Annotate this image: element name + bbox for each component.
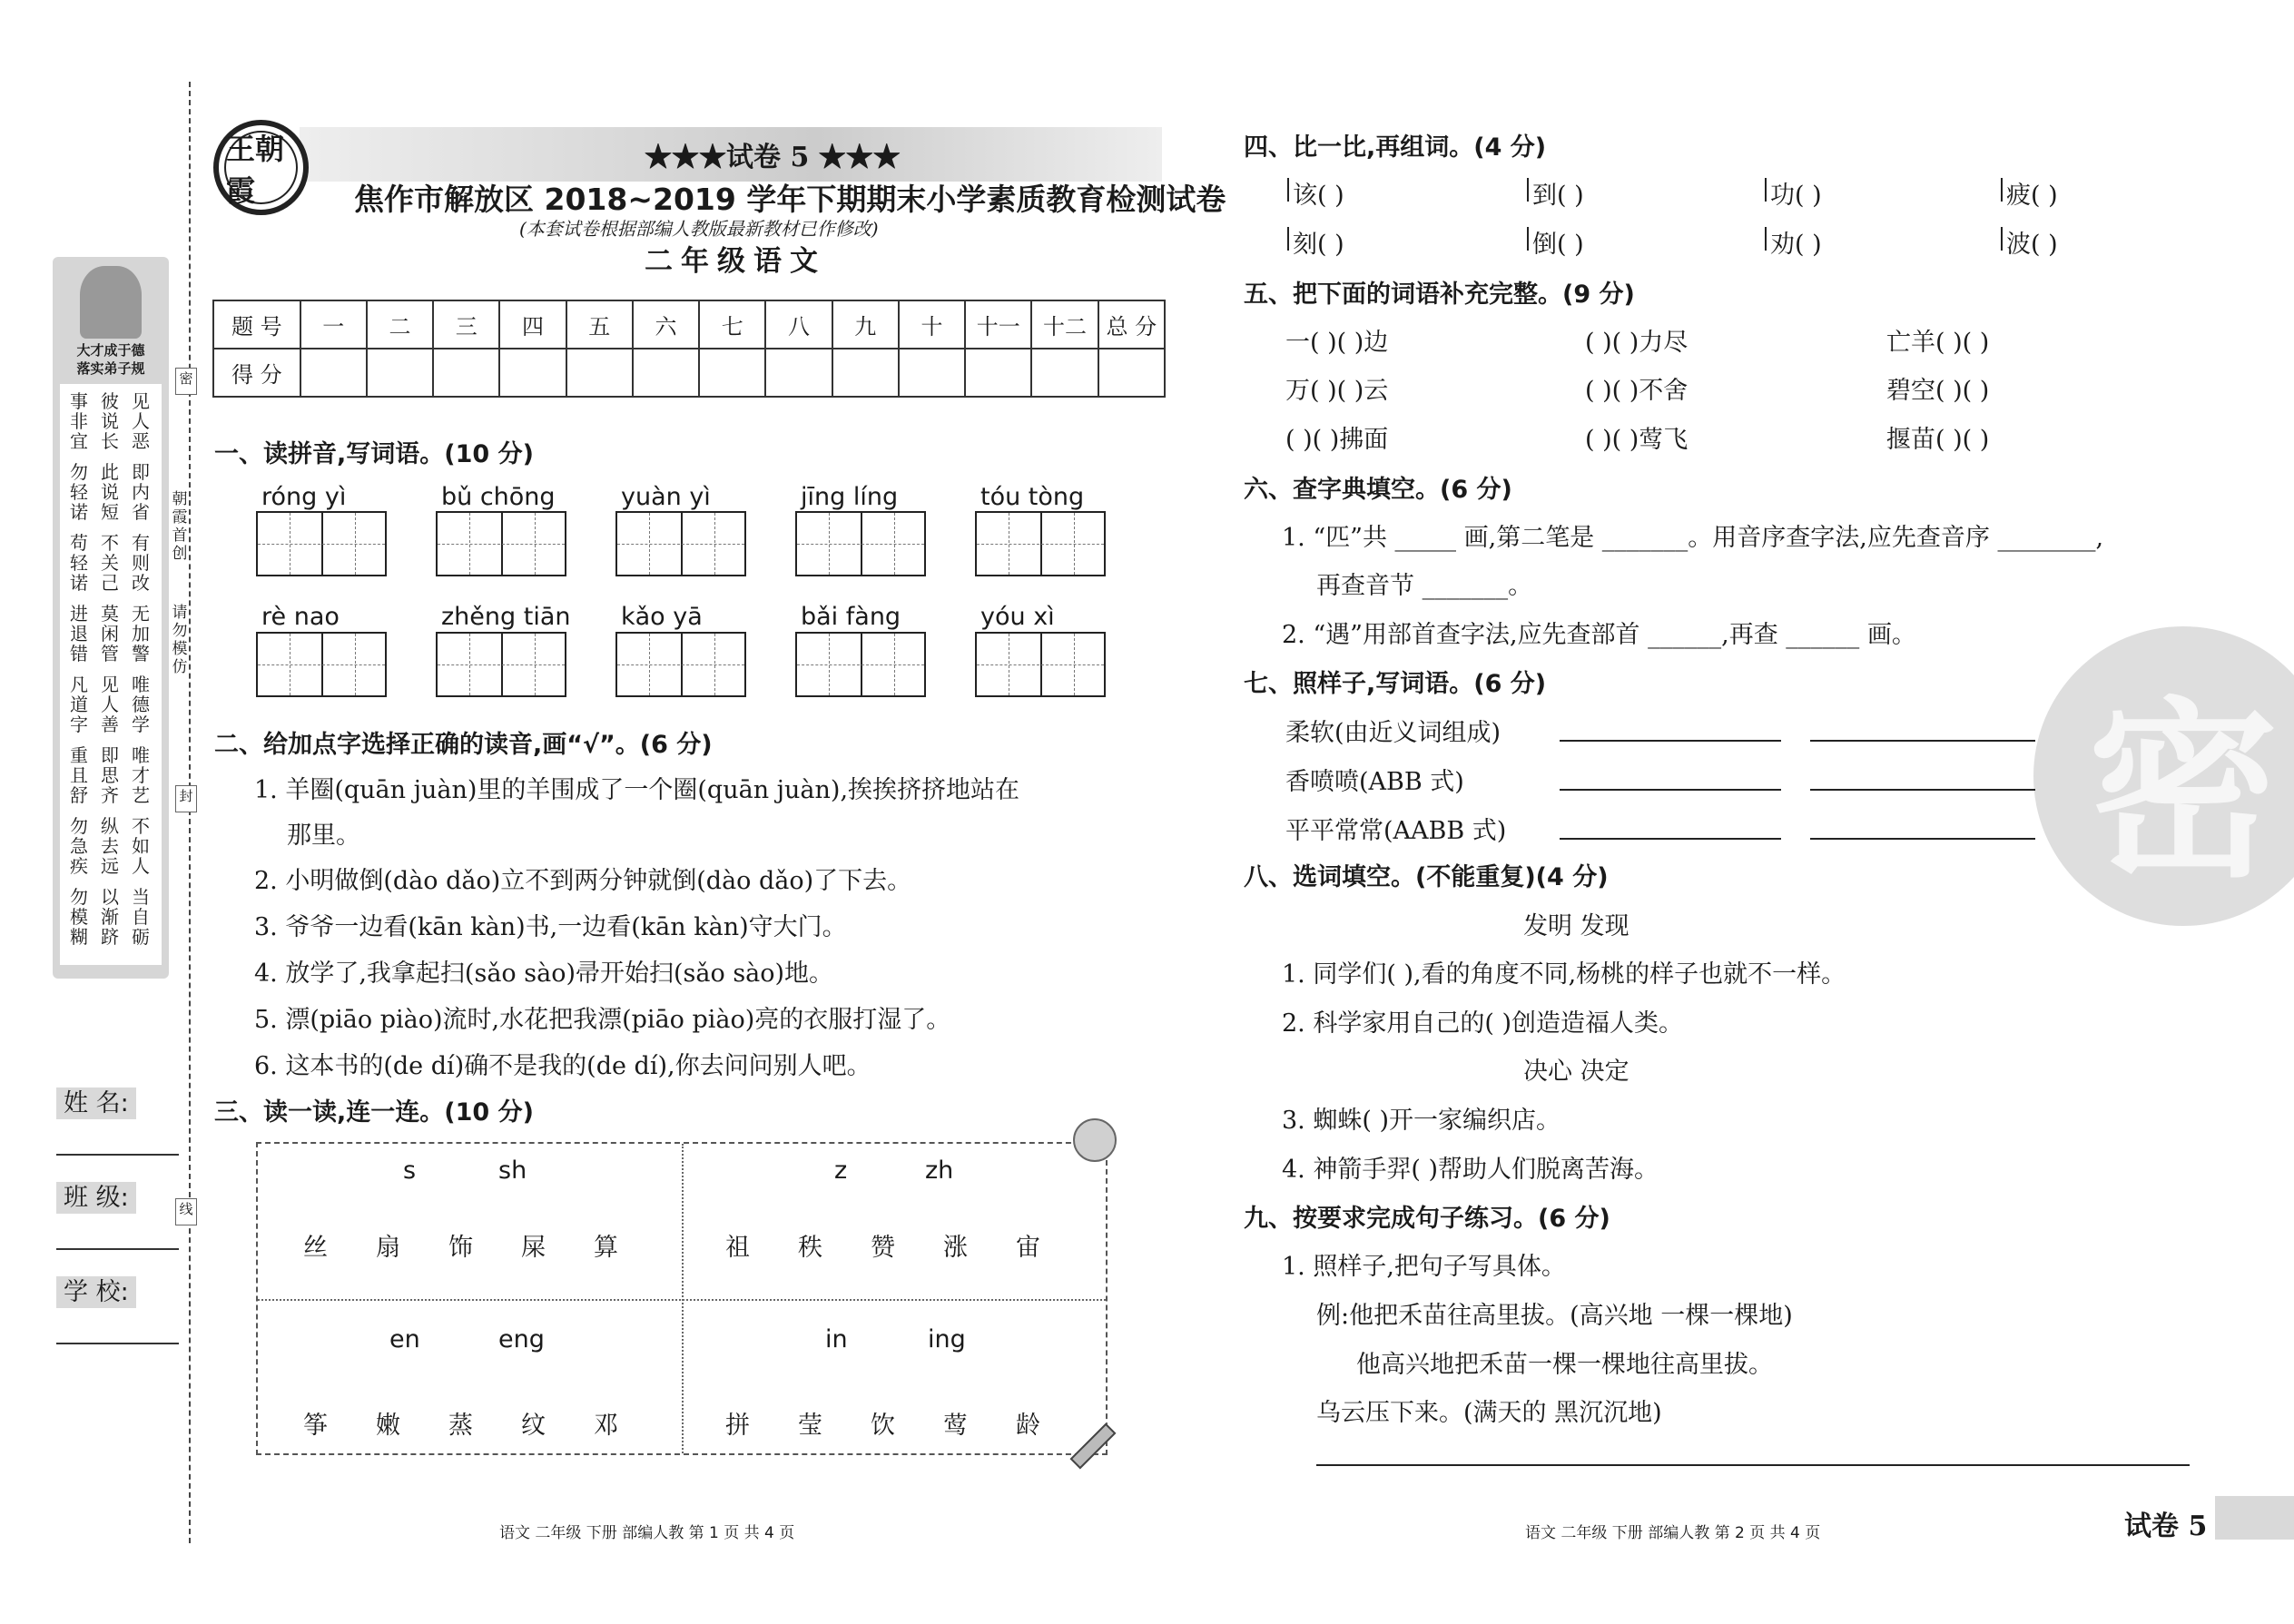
motto-column: 唯才艺: [132, 744, 150, 806]
idiom-fill-item[interactable]: 一( )( )边: [1285, 329, 1389, 357]
q2-item-5: 5. 漂(piāo piào)流时,水花把我漂(piāo piào)亮的衣服打湿了。: [254, 1006, 951, 1034]
pinyin-label: jīng líng: [801, 483, 899, 511]
motto-column: 进退错: [70, 603, 88, 664]
paper-number: ★★★试卷 5 ★★★: [645, 142, 901, 173]
class-label: 班 级:: [56, 1182, 136, 1214]
motto-column: 不如人: [132, 815, 150, 877]
word-pair-item[interactable]: 倒( ): [1532, 231, 1584, 259]
score-input-cell[interactable]: [899, 349, 965, 397]
writing-grid[interactable]: [436, 511, 566, 576]
score-input-cell[interactable]: [566, 349, 633, 397]
match-label: s: [403, 1156, 417, 1185]
idiom-fill-item[interactable]: 碧空( )( ): [1886, 377, 1990, 405]
q2-item-6: 6. 这本书的(de dí)确不是我的(de dí),你去问问别人吧。: [254, 1052, 871, 1080]
example-word-prompt: 香喷喷(ABB 式): [1285, 768, 1464, 796]
writing-grid[interactable]: [256, 632, 387, 697]
bracket-bar: [1527, 178, 1529, 202]
q9-example: 例:他把禾苗往高里拔。(高兴地 一棵一棵地): [1316, 1302, 1793, 1330]
q9-answer-line[interactable]: [1316, 1464, 2190, 1466]
pinyin-label: rè nao: [261, 603, 340, 631]
match-label: zh: [925, 1156, 954, 1185]
score-input-cell[interactable]: [699, 349, 765, 397]
motto-line-1: 大才成于德: [76, 342, 145, 359]
match-character[interactable]: 宙: [1016, 1234, 1040, 1262]
score-header-cell: 六: [633, 300, 699, 349]
sidebar-motto-panel: [53, 257, 169, 979]
match-character[interactable]: 屎: [521, 1234, 546, 1262]
q6-line-1: 1. “匹”共 _____ 画,第二笔是 _______。用音序查字法,应先查音序 ________,: [1282, 524, 2104, 552]
match-character[interactable]: 饮: [871, 1412, 895, 1440]
idiom-fill-item[interactable]: ( )( )拂面: [1285, 426, 1389, 454]
score-input-cell[interactable]: [499, 349, 566, 397]
score-input-cell[interactable]: [300, 349, 367, 397]
motto-column: 即思齐: [101, 744, 119, 806]
word-pair-item[interactable]: 功( ): [1770, 182, 1822, 210]
bracket-bar: [2001, 178, 2003, 202]
q6-title: 六、查字典填空。(6 分): [1244, 476, 1512, 504]
match-character[interactable]: 蒸: [448, 1412, 473, 1440]
grid-guide: [797, 664, 924, 665]
exam-subject: 二年级语文: [645, 245, 826, 278]
word-pair-item[interactable]: 刻( ): [1293, 231, 1344, 259]
q8-word-choices-1: 发明 发现: [1523, 912, 1629, 940]
motto-column: 此说短: [101, 461, 119, 523]
match-character[interactable]: 扇: [376, 1234, 400, 1262]
school-label: 学 校:: [56, 1276, 136, 1308]
motto-line-2: 落实弟子规: [76, 360, 145, 377]
pinyin-label: zhěng tiān: [441, 603, 571, 631]
match-character[interactable]: 嫩: [376, 1412, 400, 1440]
paper-label: 试卷 5: [2124, 1511, 2208, 1542]
score-table: [212, 300, 1166, 398]
match-character[interactable]: 筝: [303, 1412, 328, 1440]
score-header-cell: 十二: [1031, 300, 1098, 349]
motto-column: 彼说长: [101, 390, 119, 452]
pinyin-label: bǔ chōng: [441, 483, 556, 511]
q2-title: 二、给加点字选择正确的读音,画“√”。(6 分): [214, 731, 713, 759]
vertical-note-2: 请勿模仿: [172, 604, 188, 676]
match-character[interactable]: 算: [594, 1234, 618, 1262]
idiom-fill-item[interactable]: ( )( )力尽: [1585, 329, 1689, 357]
score-header-cell: 四: [499, 300, 566, 349]
bracket-bar: [1765, 227, 1767, 251]
match-character[interactable]: 拼: [725, 1412, 750, 1440]
seal-mark-3: 线: [175, 1198, 197, 1225]
word-pair-item[interactable]: 到( ): [1532, 182, 1584, 210]
match-label: in: [825, 1325, 848, 1353]
idiom-fill-item[interactable]: 揠苗( )( ): [1886, 426, 1990, 454]
score-header-cell: 七: [699, 300, 765, 349]
writing-grid[interactable]: [615, 511, 746, 576]
q8-sentence-3: 3. 蜘蛛( )开一家编织店。: [1282, 1107, 1561, 1135]
motto-column: 事非宜: [70, 390, 88, 452]
q9-title: 九、按要求完成句子练习。(6 分): [1244, 1205, 1610, 1233]
q1-title: 一、读拼音,写词语。(10 分): [214, 440, 534, 468]
watermark-text: 密: [2087, 679, 2279, 903]
score-input-cell[interactable]: [633, 349, 699, 397]
idiom-fill-item[interactable]: 万( )( )云: [1285, 377, 1389, 405]
match-character[interactable]: 邓: [594, 1412, 618, 1440]
answer-blank[interactable]: [1560, 740, 1781, 742]
motto-column: 见人恶: [132, 390, 150, 452]
scholar-illustration: [80, 266, 142, 339]
writing-grid[interactable]: [795, 511, 926, 576]
grid-guide: [977, 544, 1104, 545]
bracket-bar: [1765, 178, 1767, 202]
match-character[interactable]: 祖: [725, 1234, 750, 1262]
bee-icon: [1073, 1118, 1117, 1162]
q4-title: 四、比一比,再组词。(4 分): [1244, 133, 1547, 162]
grid-guide: [617, 664, 744, 665]
idiom-fill-item[interactable]: 亡羊( )( ): [1886, 329, 1990, 357]
score-header-cell: 十一: [965, 300, 1031, 349]
q8-title: 八、选词填空。(不能重复)(4 分): [1244, 863, 1609, 891]
score-header-cell: 八: [765, 300, 832, 349]
q3-title: 三、读一读,连一连。(10 分): [214, 1098, 534, 1127]
motto-column: 见人善: [101, 674, 119, 735]
score-header-cell: 三: [433, 300, 499, 349]
grid-guide: [438, 664, 565, 665]
motto-column: 凡道字: [70, 674, 88, 735]
writing-grid[interactable]: [436, 632, 566, 697]
q2-item-2: 2. 小明做倒(dào dǎo)立不到两分钟就倒(dào dǎo)了下去。: [254, 867, 912, 895]
grid-guide: [617, 544, 744, 545]
score-input-cell[interactable]: [832, 349, 899, 397]
score-input-cell[interactable]: [1098, 349, 1165, 397]
q5-title: 五、把下面的词语补充完整。(9 分): [1244, 281, 1635, 309]
matching-box: [256, 1142, 1108, 1455]
match-character[interactable]: 龄: [1016, 1412, 1040, 1440]
word-pair-item[interactable]: 波( ): [2006, 231, 2058, 259]
score-input-cell[interactable]: [965, 349, 1031, 397]
q8-sentence-2: 2. 科学家用自己的( )创造造福人类。: [1282, 1009, 1683, 1038]
bracket-bar: [1287, 178, 1289, 202]
score-table-header-row: [213, 300, 1165, 349]
pinyin-label: róng yì: [261, 483, 347, 511]
example-word-prompt: 平平常常(AABB 式): [1285, 817, 1507, 845]
paper-tab: [2215, 1496, 2294, 1540]
motto-column: 有则改: [132, 532, 150, 594]
q8-sentence-4: 4. 神箭手羿( )帮助人们脱离苦海。: [1282, 1156, 1659, 1184]
grid-guide: [438, 544, 565, 545]
pinyin-label: yóu xì: [980, 603, 1055, 631]
motto-column: 唯德学: [132, 674, 150, 735]
exam-subtitle: (本套试卷根据部编人教版最新教材已作修改): [519, 218, 879, 240]
match-character[interactable]: 赞: [871, 1234, 895, 1262]
score-row-label: 得 分: [213, 349, 300, 397]
vine-divider-horizontal: [258, 1299, 1106, 1301]
answer-blank[interactable]: [1810, 838, 2035, 840]
example-word-prompt: 柔软(由近义词组成): [1285, 719, 1501, 747]
match-character[interactable]: 饰: [448, 1234, 473, 1262]
score-header-cell: 题 号: [213, 300, 300, 349]
score-header-cell: 五: [566, 300, 633, 349]
exam-title: 焦作市解放区 2018~2019 学年下期期末小学素质教育检测试卷: [354, 182, 1226, 217]
word-pair-item[interactable]: 该( ): [1293, 182, 1344, 210]
match-label: sh: [498, 1156, 527, 1185]
match-character[interactable]: 丝: [303, 1234, 328, 1262]
brand-logo: [213, 120, 309, 215]
motto-column: 以渐跻: [101, 886, 119, 948]
name-field[interactable]: [56, 1083, 136, 1118]
q9-example-answer: 他高兴地把禾苗一棵一棵地往高里拔。: [1356, 1351, 1773, 1379]
match-character[interactable]: 秩: [798, 1234, 822, 1262]
fold-line: [189, 82, 191, 1543]
score-header-cell: 九: [832, 300, 899, 349]
answer-blank[interactable]: [1810, 740, 2035, 742]
answer-blank[interactable]: [1560, 789, 1781, 791]
answer-blank[interactable]: [1560, 838, 1781, 840]
name-label: 姓 名:: [56, 1088, 136, 1119]
motto-text-block: [60, 384, 162, 965]
footer-right: 语文 二年级 下册 部编人教 第 2 页 共 4 页: [1525, 1524, 1821, 1542]
class-field[interactable]: [56, 1177, 136, 1213]
word-pair-item[interactable]: 疲( ): [2006, 182, 2058, 210]
q8-sentence-1: 1. 同学们( ),看的角度不同,杨桃的样子也就不一样。: [1282, 960, 1846, 989]
grid-guide: [797, 544, 924, 545]
score-input-cell[interactable]: [1031, 349, 1098, 397]
motto-column: 勿轻诺: [70, 461, 88, 523]
idiom-fill-item[interactable]: ( )( )莺飞: [1585, 426, 1689, 454]
score-input-cell[interactable]: [765, 349, 832, 397]
vertical-note-1: 朝霞首创: [172, 490, 188, 563]
match-character[interactable]: 涨: [943, 1234, 968, 1262]
score-table-score-row: [213, 349, 1165, 397]
motto-column: 勿模糊: [70, 886, 88, 948]
grid-guide: [977, 664, 1104, 665]
q2-item-3: 3. 爷爷一边看(kān kàn)书,一边看(kān kàn)守大门。: [254, 913, 847, 941]
q9-line-1: 1. 照样子,把句子写具体。: [1282, 1253, 1566, 1281]
pinyin-label: tóu tòng: [980, 483, 1085, 511]
q2-item-4: 4. 放学了,我拿起扫(sǎo sào)帚开始扫(sǎo sào)地。: [254, 960, 834, 988]
motto-column: 当自砺: [132, 886, 150, 948]
motto-column: 纵去远: [101, 815, 119, 877]
q2-item-1-cont: 那里。: [287, 822, 360, 850]
match-label: z: [834, 1156, 848, 1185]
footer-left: 语文 二年级 下册 部编人教 第 1 页 共 4 页: [499, 1524, 795, 1542]
q7-title: 七、照样子,写词语。(6 分): [1244, 670, 1547, 698]
q8-word-choices-2: 决心 决定: [1523, 1058, 1629, 1086]
idiom-fill-item[interactable]: ( )( )不舍: [1585, 377, 1689, 405]
motto-column: 无加警: [132, 603, 150, 664]
writing-grid[interactable]: [975, 511, 1106, 576]
score-header-cell: 总 分: [1098, 300, 1165, 349]
score-header-cell: 二: [367, 300, 433, 349]
seal-mark-1: 密: [175, 368, 197, 395]
pinyin-label: bǎi fàng: [801, 603, 901, 631]
motto-column: 苟轻诺: [70, 532, 88, 594]
seal-mark-2: 封: [175, 785, 197, 812]
school-field[interactable]: [56, 1272, 136, 1307]
match-character[interactable]: 纹: [521, 1412, 546, 1440]
writing-grid[interactable]: [795, 632, 926, 697]
pinyin-label: kǎo yā: [621, 603, 703, 631]
score-input-cell[interactable]: [367, 349, 433, 397]
motto-column: 莫闲管: [101, 603, 119, 664]
writing-grid[interactable]: [615, 632, 746, 697]
match-character[interactable]: 莹: [798, 1412, 822, 1440]
q9-task: 乌云压下来。(满天的 黑沉沉地): [1316, 1399, 1662, 1427]
grid-guide: [258, 544, 385, 545]
bracket-bar: [1287, 227, 1289, 251]
word-pair-item[interactable]: 劝( ): [1770, 231, 1822, 259]
score-header-cell: 一: [300, 300, 367, 349]
bracket-bar: [2001, 227, 2003, 251]
motto-column: 勿急疾: [70, 815, 88, 877]
bracket-bar: [1527, 227, 1529, 251]
q6-line-2: 再查音节 _______。: [1316, 572, 1533, 600]
motto-column: 不关己: [101, 532, 119, 594]
match-character[interactable]: 莺: [943, 1412, 968, 1440]
writing-grid[interactable]: [975, 632, 1106, 697]
q2-item-1: 1. 羊圈(quān juàn)里的羊围成了一个圈(quān juàn),挨挨挤挤地站在: [254, 776, 1020, 804]
match-label: eng: [498, 1325, 545, 1353]
score-input-cell[interactable]: [433, 349, 499, 397]
motto-column: 重且舒: [70, 744, 88, 806]
grid-guide: [258, 664, 385, 665]
writing-grid[interactable]: [256, 511, 387, 576]
score-header-cell: 十: [899, 300, 965, 349]
answer-blank[interactable]: [1810, 789, 2035, 791]
match-label: en: [389, 1325, 420, 1353]
q6-line-3: 2. “遇”用部首查字法,应先查部首 ______,再查 ______ 画。: [1282, 621, 1916, 649]
brand-text: 王朝霞: [224, 131, 298, 204]
pinyin-label: yuàn yì: [621, 483, 711, 511]
confidential-watermark: [2033, 626, 2294, 926]
motto-column: 即内省: [132, 461, 150, 523]
match-label: ing: [928, 1325, 966, 1353]
